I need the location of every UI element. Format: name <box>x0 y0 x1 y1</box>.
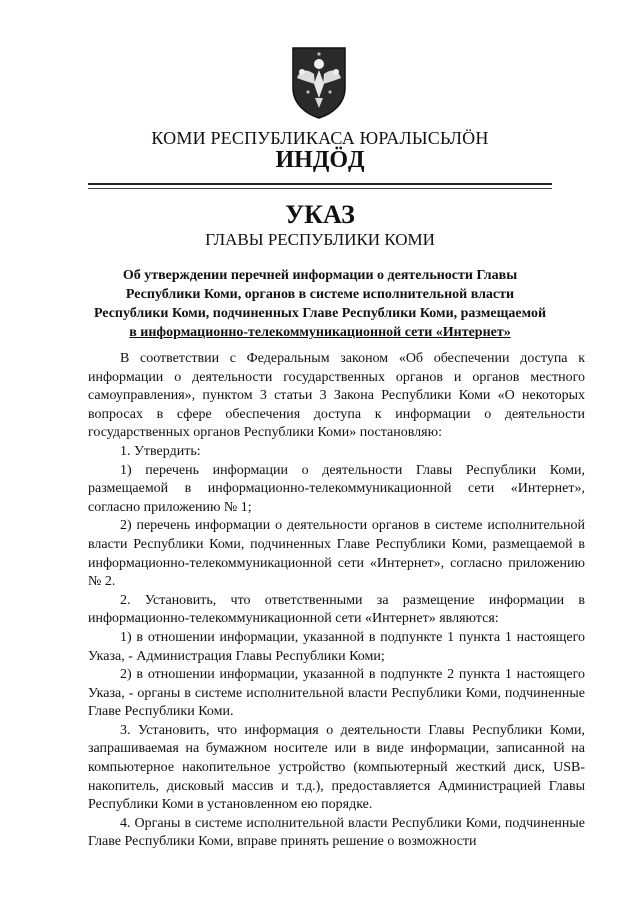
decree-title-line: Республики Коми, органов в системе исполнительной власти <box>125 287 515 302</box>
header-divider-thick <box>88 183 552 185</box>
indod-header: ИНДӦД <box>275 147 365 173</box>
clause-2-heading: 2. Установить, что ответственными за размещение информации в информационно-телекоммуникационной сети «Интернет» являются: <box>88 592 585 627</box>
komi-republic-coat-of-arms-icon <box>288 44 350 120</box>
clause-4-paragraph: 4. Органы в системе исполнительной власти Республики Коми, подчиненные Главе Республики Коми, вправе принять решение о возможности <box>88 815 585 850</box>
header-divider-thin <box>88 188 552 189</box>
decree-type-heading: УКАЗ <box>285 200 355 229</box>
clause-2-item-1: 1) в отношении информации, указанной в подпункте 1 пункта 1 настоящего Указа, - Администрация Главы Республики Коми; <box>88 629 585 664</box>
clause-3-paragraph: 3. Установить, что информация о деятельности Главы Республики Коми, запрашиваемая на бумажном носителе или в виде информации, записанной на компьютерное накопительное устройство (компьютерный жесткий диск, USB-накопитель, дисковый массив и т.д.), предоставляется Администрацией Главы Республики Коми в установленном ею порядке. <box>88 722 585 813</box>
decree-title-line: Республики Коми, подчиненных Главе Республики Коми, размещаемой <box>93 306 547 321</box>
komi-header-line: КОМИ РЕСПУБЛИКАСА ЮРАЛЫСЬЛӦН <box>151 128 489 148</box>
preamble-paragraph: В соответствии с Федеральным законом «Об обеспечении доступа к информации о деятельности государственных органов и органов местного самоуправления», пунктом 3 статьи 3 Закона Республики Коми «О некоторых вопросах в сфере обеспечения доступа к информации о деятельности государственных органов Республики Коми» постановляю: <box>88 351 585 441</box>
decree-title-underlined-line: в информационно-телекоммуникационной сети «Интернет» <box>129 325 511 340</box>
clause-1-item-1: 1) перечень информации о деятельности Главы Республики Коми, размещаемой в информационно-телекоммуникационной сети «Интернет», согласно приложению № 1; <box>88 462 585 515</box>
decree-issuer-heading: ГЛАВЫ РЕСПУБЛИКИ КОМИ <box>205 230 435 249</box>
decree-title <box>80 266 560 342</box>
decree-title-line: Об утверждении перечней информации о деятельности Главы <box>122 268 518 283</box>
clause-1-item-2: 2) перечень информации о деятельности органов в системе исполнительной власти Республики Коми, подчиненных Главе Республики Коми, размещаемой в информационно-телекоммуникационной сети «Интернет», согласно приложению № 2. <box>88 518 585 590</box>
clause-1-heading: 1. Утвердить: <box>120 443 201 459</box>
decree-body <box>88 350 585 852</box>
clause-2-item-2: 2) в отношении информации, указанной в подпункте 2 пункта 1 настоящего Указа, - органы в системе исполнительной власти Республики Коми, подчиненные Главе Республики Коми. <box>88 667 585 720</box>
